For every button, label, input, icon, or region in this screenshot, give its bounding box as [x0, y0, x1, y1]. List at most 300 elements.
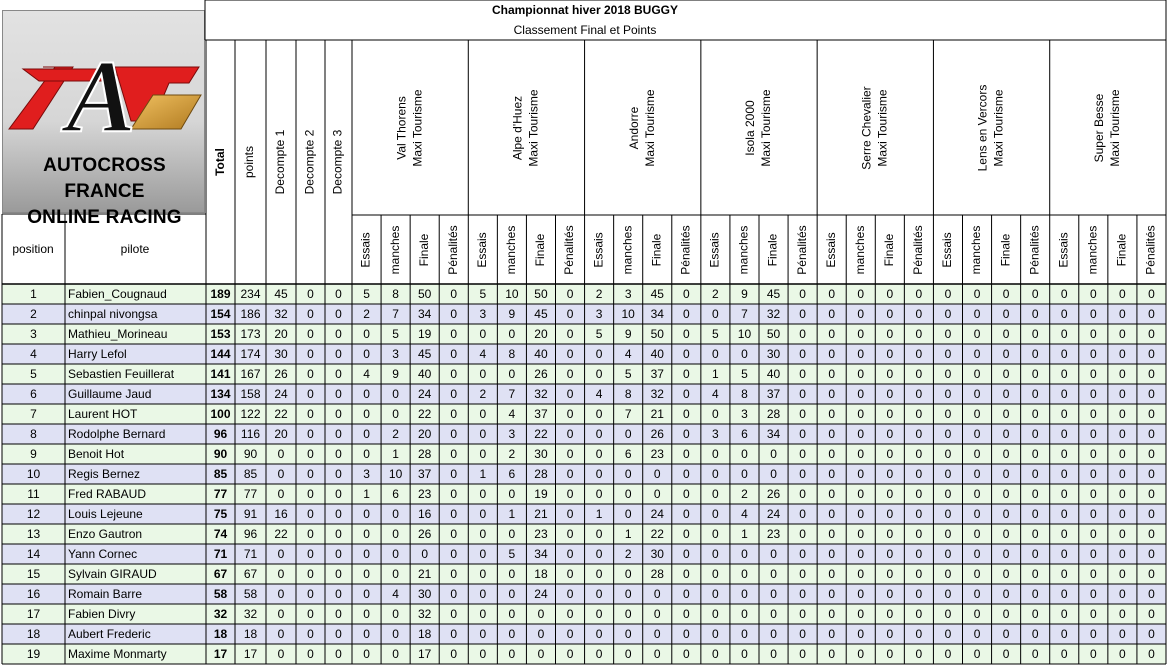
page-title: Championnat hiver 2018 BUGGY: [491, 3, 679, 17]
cell-race-value: 20: [534, 327, 548, 342]
col-header-manches: manches: [852, 225, 867, 275]
cell-race-value: 0: [973, 327, 981, 342]
cell-race-value: 0: [1002, 327, 1010, 342]
cell-race-value: 0: [1060, 307, 1068, 322]
cell-decompte: 0: [307, 307, 314, 322]
cell-race-value: 2: [624, 547, 632, 562]
cell-race-value: 0: [450, 307, 458, 322]
cell-race-value: 0: [741, 567, 748, 582]
cell-race-value: 0: [595, 527, 603, 542]
cell-race-value: 0: [712, 347, 719, 362]
cell-race-value: 0: [886, 407, 894, 422]
cell-race-value: 34: [417, 307, 432, 322]
cell-race-value: 0: [1002, 307, 1010, 322]
cell-decompte: 0: [335, 387, 342, 402]
cell-race-value: 0: [363, 567, 370, 582]
cell-position: 6: [30, 387, 37, 402]
cell-race-value: 32: [766, 307, 781, 322]
col-header-essais: Essais: [940, 232, 955, 268]
col-header-manches: manches: [504, 225, 519, 275]
cell-position: 16: [26, 587, 41, 602]
cell-race-value: 0: [973, 547, 981, 562]
cell-race-value: 0: [857, 287, 865, 302]
cell-race-value: 4: [392, 587, 399, 602]
cell-race-value: 0: [682, 287, 690, 302]
cell-race-value: 0: [799, 347, 806, 362]
cell-total: 154: [210, 307, 231, 322]
cell-race-value: 0: [828, 527, 836, 542]
cell-race-value: 0: [712, 587, 719, 602]
cell-pilote: Enzo Gautron: [68, 527, 143, 542]
cell-race-value: 0: [1119, 327, 1126, 342]
cell-race-value: 0: [566, 387, 574, 402]
cell-race-value: 0: [770, 547, 777, 562]
cell-race-value: 50: [534, 287, 548, 302]
cell-race-value: 0: [741, 647, 748, 662]
cell-race-value: 2: [741, 487, 748, 502]
cell-race-value: 0: [915, 567, 923, 582]
col-header-manches: manches: [387, 225, 402, 275]
cell-pilote: Sylvain GIRAUD: [68, 567, 157, 582]
cell-decompte: 45: [274, 287, 288, 302]
cell-race-value: 0: [1148, 307, 1155, 322]
cell-race-value: 0: [653, 607, 661, 622]
cell-race-value: 0: [828, 507, 836, 522]
cell-race-value: 0: [886, 327, 894, 342]
cell-race-value: 0: [1031, 527, 1039, 542]
cell-race-value: 0: [857, 507, 865, 522]
cell-race-value: 0: [1119, 387, 1126, 402]
cell-decompte: 0: [277, 467, 285, 482]
cell-points: 122: [240, 407, 261, 422]
cell-points: 174: [240, 347, 261, 362]
cell-decompte: 0: [277, 447, 285, 462]
col-header-position: position: [12, 242, 54, 257]
cell-race-value: 0: [1031, 467, 1039, 482]
cell-race-value: 0: [1089, 527, 1097, 542]
cell-race-value: 21: [534, 507, 548, 522]
cell-race-value: 0: [1089, 567, 1097, 582]
col-header-essais: Essais: [591, 232, 606, 268]
cell-decompte: 0: [335, 427, 342, 442]
cell-race-value: 0: [566, 287, 574, 302]
cell-points: 58: [243, 587, 258, 602]
cell-decompte: 16: [274, 507, 288, 522]
cell-race-value: 0: [450, 387, 458, 402]
cell-race-value: 0: [828, 387, 836, 402]
cell-race-value: 0: [566, 587, 574, 602]
cell-race-value: 0: [712, 507, 719, 522]
cell-race-value: 0: [566, 367, 574, 382]
cell-race-value: 0: [363, 447, 370, 462]
cell-decompte: 24: [274, 387, 288, 402]
cell-race-value: 0: [508, 587, 516, 602]
cell-race-value: 0: [682, 367, 690, 382]
cell-decompte: 0: [277, 547, 285, 562]
cell-race-value: 0: [653, 487, 661, 502]
cell-race-value: 0: [741, 607, 748, 622]
cell-race-value: 2: [508, 447, 516, 462]
cell-race-value: 4: [595, 387, 603, 402]
cell-race-value: 0: [944, 347, 952, 362]
cell-race-value: 0: [915, 627, 923, 642]
cell-decompte: 20: [274, 427, 288, 442]
cell-race-value: 0: [1031, 567, 1039, 582]
cell-race-value: 0: [770, 627, 777, 642]
cell-points: 173: [240, 327, 261, 342]
cell-decompte: 0: [277, 607, 285, 622]
cell-race-value: 0: [886, 627, 894, 642]
cell-race-value: 0: [886, 427, 894, 442]
cell-race-value: 0: [682, 347, 690, 362]
cell-race-value: 7: [624, 407, 632, 422]
cell-race-value: 0: [915, 287, 923, 302]
cell-race-value: 37: [650, 367, 664, 382]
cell-race-value: 9: [741, 287, 748, 302]
cell-race-value: 0: [1002, 387, 1010, 402]
cell-race-value: 45: [534, 307, 548, 322]
cell-decompte: 0: [335, 287, 342, 302]
cell-race-value: 0: [1060, 547, 1068, 562]
cell-race-value: 0: [1148, 407, 1155, 422]
cell-race-value: 0: [857, 407, 865, 422]
cell-points: 167: [240, 367, 261, 382]
cell-total: 18: [213, 627, 228, 642]
cell-race-value: 0: [973, 447, 981, 462]
cell-race-value: 0: [741, 467, 748, 482]
cell-race-value: 0: [1060, 367, 1068, 382]
cell-race-value: 32: [534, 387, 548, 402]
cell-race-value: 4: [479, 347, 487, 362]
cell-race-value: 0: [363, 347, 370, 362]
cell-race-value: 23: [417, 487, 432, 502]
cell-race-value: 0: [450, 427, 458, 442]
cell-race-value: 32: [650, 387, 664, 402]
cell-points: 85: [243, 467, 258, 482]
cell-race-value: 0: [1002, 427, 1010, 442]
cell-race-value: 0: [944, 287, 952, 302]
cell-race-value: 0: [741, 447, 748, 462]
cell-pilote: Laurent HOT: [68, 407, 138, 422]
cell-race-value: 0: [1060, 527, 1068, 542]
cell-race-value: 0: [363, 627, 370, 642]
cell-race-value: 0: [566, 447, 574, 462]
col-header-finale: Finale: [416, 233, 431, 267]
cell-decompte: 0: [307, 527, 314, 542]
cell-race-value: 0: [479, 547, 487, 562]
cell-race-value: 0: [1060, 467, 1068, 482]
cell-race-value: 16: [417, 507, 432, 522]
cell-race-value: 10: [388, 467, 403, 482]
cell-race-value: 0: [479, 367, 487, 382]
cell-race-value: 0: [712, 647, 719, 662]
cell-race-value: 0: [508, 607, 516, 622]
cell-race-value: 0: [1060, 567, 1068, 582]
cell-race-value: 0: [915, 607, 923, 622]
cell-race-value: 0: [595, 607, 603, 622]
cell-race-value: 3: [392, 347, 399, 362]
cell-race-value: 0: [595, 427, 603, 442]
cell-race-value: 0: [479, 487, 487, 502]
cell-race-value: 0: [1031, 347, 1039, 362]
cell-position: 17: [26, 607, 41, 622]
col-header-penalités: Pénalités: [562, 225, 577, 275]
cell-race-value: 0: [857, 307, 865, 322]
cell-decompte: 0: [307, 287, 314, 302]
cell-pilote: Louis Lejeune: [68, 507, 143, 522]
cell-race-value: 0: [479, 647, 487, 662]
cell-decompte: 0: [335, 587, 342, 602]
cell-race-value: 0: [799, 367, 806, 382]
cell-race-value: 0: [1002, 287, 1010, 302]
cell-points: 96: [243, 527, 258, 542]
cell-pilote: Sebastien Feuillerat: [68, 367, 175, 382]
cell-race-value: 0: [479, 327, 487, 342]
cell-race-value: 0: [944, 567, 952, 582]
cell-race-value: 8: [741, 387, 748, 402]
cell-race-value: 0: [1119, 547, 1126, 562]
cell-race-value: 0: [450, 447, 458, 462]
col-header-decompte-1: Decompte 1: [273, 129, 288, 195]
logo-text-line2: ONLINE RACING: [27, 207, 182, 228]
cell-race-value: 0: [973, 487, 981, 502]
cell-race-value: 5: [712, 327, 719, 342]
cell-race-value: 0: [1031, 547, 1039, 562]
cell-race-value: 3: [479, 307, 487, 322]
cell-race-value: 0: [1119, 287, 1126, 302]
col-header-penalités: Pénalités: [445, 225, 460, 275]
cell-decompte: 0: [277, 567, 285, 582]
cell-points: 234: [240, 287, 261, 302]
cell-pilote: Maxime Monmarty: [68, 647, 167, 662]
cell-decompte: 0: [335, 607, 342, 622]
cell-race-value: 0: [886, 587, 894, 602]
cell-race-value: 0: [828, 647, 836, 662]
cell-race-value: 0: [828, 567, 836, 582]
cell-race-value: 0: [653, 587, 661, 602]
cell-race-value: 3: [624, 287, 632, 302]
cell-race-value: 0: [741, 587, 748, 602]
cell-race-value: 0: [828, 487, 836, 502]
cell-position: 19: [26, 647, 41, 662]
cell-pilote: Romain Barre: [68, 587, 143, 602]
cell-race-value: 0: [537, 607, 545, 622]
cell-race-value: 0: [828, 467, 836, 482]
cell-race-value: 0: [712, 447, 719, 462]
cell-race-value: 0: [770, 447, 777, 462]
cell-race-value: 22: [417, 407, 432, 422]
cell-race-value: 3: [712, 427, 719, 442]
col-header-essais: Essais: [1056, 232, 1071, 268]
cell-race-value: 0: [624, 607, 632, 622]
cell-race-value: 0: [1119, 467, 1126, 482]
cell-race-value: 0: [799, 607, 806, 622]
cell-race-value: 0: [712, 567, 719, 582]
cell-race-value: 22: [650, 527, 664, 542]
cell-race-value: 0: [508, 327, 516, 342]
cell-race-value: 0: [1031, 607, 1039, 622]
cell-total: 17: [213, 647, 228, 662]
cell-race-value: 0: [857, 347, 865, 362]
col-header-essais: Essais: [474, 232, 489, 268]
cell-race-value: 0: [886, 367, 894, 382]
cell-race-value: 4: [624, 347, 632, 362]
cell-race-value: 0: [1148, 387, 1155, 402]
cell-race-value: 0: [915, 307, 923, 322]
race-category: Maxi Tourisme: [759, 89, 774, 167]
cell-race-value: 0: [973, 627, 981, 642]
cell-race-value: 0: [1060, 447, 1068, 462]
cell-race-value: 0: [595, 367, 603, 382]
cell-race-value: 0: [915, 487, 923, 502]
cell-race-value: 0: [392, 627, 399, 642]
cell-race-value: 0: [595, 467, 603, 482]
col-header-decompte-2: Decompte 2: [302, 129, 317, 195]
cell-points: 90: [243, 447, 258, 462]
col-header-total: Total: [213, 148, 228, 176]
cell-race-value: 0: [450, 627, 458, 642]
cell-pilote: Mathieu_Morineau: [68, 327, 168, 342]
cell-race-value: 0: [1002, 627, 1010, 642]
cell-race-value: 23: [766, 527, 781, 542]
cell-race-value: 0: [915, 367, 923, 382]
cell-race-value: 0: [857, 647, 865, 662]
cell-race-value: 1: [741, 527, 748, 542]
cell-race-value: 2: [595, 287, 603, 302]
cell-race-value: 0: [682, 627, 690, 642]
cell-race-value: 0: [1148, 447, 1155, 462]
cell-race-value: 0: [915, 327, 923, 342]
cell-race-value: 0: [566, 647, 574, 662]
cell-race-value: 24: [417, 387, 432, 402]
cell-race-value: 0: [450, 467, 458, 482]
cell-race-value: 0: [1002, 527, 1010, 542]
cell-pilote: Benoit Hot: [68, 447, 125, 462]
cell-race-value: 9: [392, 367, 399, 382]
cell-race-value: 1: [624, 527, 632, 542]
cell-race-value: 0: [770, 467, 777, 482]
cell-race-value: 0: [1119, 367, 1126, 382]
cell-race-value: 9: [508, 307, 516, 322]
cell-total: 58: [213, 587, 228, 602]
cell-race-value: 0: [1060, 287, 1068, 302]
col-header-finale: Finale: [1114, 233, 1129, 267]
col-header-manches: manches: [969, 225, 984, 275]
cell-race-value: 24: [650, 507, 664, 522]
cell-race-value: 0: [741, 627, 748, 642]
cell-race-value: 0: [828, 287, 836, 302]
cell-decompte: 0: [307, 427, 314, 442]
cell-race-value: 0: [1002, 607, 1010, 622]
cell-race-value: 26: [534, 367, 548, 382]
cell-points: 158: [240, 387, 261, 402]
cell-race-value: 2: [712, 287, 719, 302]
cell-race-value: 0: [566, 467, 574, 482]
cell-race-value: 0: [1060, 647, 1068, 662]
cell-race-value: 0: [682, 487, 690, 502]
cell-race-value: 0: [479, 447, 487, 462]
cell-race-value: 0: [1148, 647, 1155, 662]
cell-decompte: 0: [335, 547, 342, 562]
cell-race-value: 0: [508, 527, 516, 542]
cell-race-value: 0: [1089, 487, 1097, 502]
race-name: Val Thorens: [394, 96, 409, 160]
cell-race-value: 0: [973, 527, 981, 542]
cell-race-value: 0: [973, 607, 981, 622]
cell-race-value: 0: [1089, 547, 1097, 562]
cell-race-value: 0: [595, 447, 603, 462]
cell-race-value: 0: [479, 407, 487, 422]
col-header-decompte-3: Decompte 3: [330, 129, 345, 195]
cell-race-value: 0: [392, 567, 399, 582]
cell-race-value: 0: [1002, 587, 1010, 602]
cell-decompte: 0: [335, 527, 342, 542]
cell-race-value: 0: [886, 607, 894, 622]
cell-race-value: 0: [595, 647, 603, 662]
cell-race-value: 0: [537, 647, 545, 662]
cell-total: 74: [213, 527, 228, 542]
cell-race-value: 0: [653, 627, 661, 642]
cell-points: 186: [240, 307, 261, 322]
cell-race-value: 0: [624, 507, 632, 522]
cell-race-value: 6: [741, 427, 748, 442]
cell-race-value: 0: [973, 587, 981, 602]
cell-race-value: 0: [1089, 347, 1097, 362]
cell-total: 90: [213, 447, 228, 462]
cell-race-value: 0: [566, 427, 574, 442]
cell-race-value: 0: [1148, 507, 1155, 522]
cell-race-value: 0: [595, 487, 603, 502]
col-header-penalités: Pénalités: [678, 225, 693, 275]
cell-race-value: 0: [1119, 447, 1126, 462]
cell-race-value: 0: [828, 307, 836, 322]
cell-decompte: 0: [335, 467, 342, 482]
cell-race-value: 0: [682, 467, 690, 482]
cell-race-value: 0: [886, 487, 894, 502]
cell-race-value: 0: [1119, 567, 1126, 582]
cell-race-value: 0: [857, 587, 865, 602]
cell-race-value: 0: [1119, 607, 1126, 622]
cell-decompte: 32: [274, 307, 288, 322]
cell-race-value: 0: [1031, 487, 1039, 502]
cell-race-value: 0: [1148, 287, 1155, 302]
cell-decompte: 0: [277, 647, 285, 662]
cell-race-value: 0: [392, 407, 399, 422]
cell-race-value: 0: [479, 587, 487, 602]
cell-race-value: 0: [508, 627, 516, 642]
col-header-finale: Finale: [881, 233, 896, 267]
cell-race-value: 1: [363, 487, 370, 502]
cell-race-value: 0: [1060, 487, 1068, 502]
cell-race-value: 0: [915, 427, 923, 442]
cell-race-value: 0: [1002, 347, 1010, 362]
cell-race-value: 0: [595, 627, 603, 642]
cell-race-value: 0: [479, 627, 487, 642]
cell-race-value: 0: [944, 527, 952, 542]
cell-race-value: 0: [1031, 387, 1039, 402]
cell-position: 11: [27, 487, 40, 502]
cell-race-value: 0: [886, 387, 894, 402]
cell-position: 2: [30, 307, 37, 322]
cell-race-value: 0: [479, 567, 487, 582]
cell-race-value: 7: [392, 307, 399, 322]
race-name: Lens en Vercors: [975, 84, 990, 172]
cell-race-value: 0: [712, 547, 719, 562]
cell-race-value: 34: [650, 307, 664, 322]
cell-race-value: 0: [363, 387, 370, 402]
cell-race-value: 21: [650, 407, 664, 422]
cell-race-value: 0: [1148, 627, 1155, 642]
